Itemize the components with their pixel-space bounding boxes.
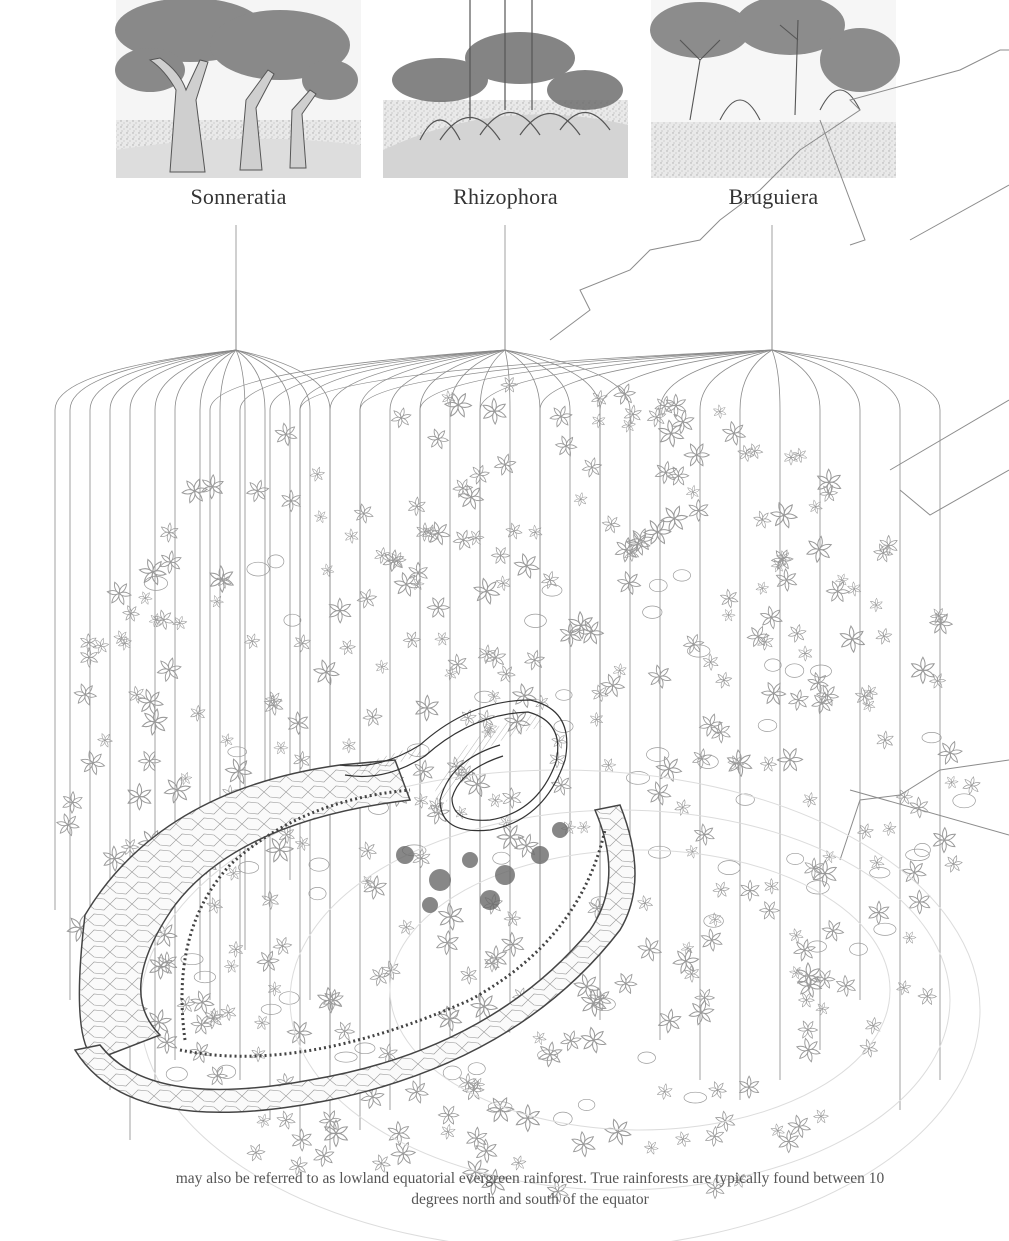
plant-symbol: [416, 523, 434, 542]
plant-symbol: [444, 651, 472, 679]
plant-symbol: [383, 1117, 415, 1149]
plant-symbol: [670, 409, 696, 436]
bruguiera-illustration: [650, 0, 900, 178]
lily-pad-symbol: [787, 853, 804, 864]
plant-symbol: [643, 777, 676, 810]
plant-symbol: [457, 964, 481, 988]
plant-symbol: [699, 651, 721, 673]
label-bruguiera: Bruguiera: [728, 184, 819, 209]
plant-symbol: [460, 767, 495, 802]
plant-symbol: [155, 655, 184, 684]
plant-symbol: [856, 821, 876, 841]
plant-symbol: [460, 1076, 488, 1104]
plant-symbol: [773, 743, 806, 777]
plant-symbol: [204, 1062, 231, 1089]
plant-symbol: [697, 711, 725, 740]
plant-symbol: [256, 1113, 272, 1129]
plant-symbol: [355, 586, 379, 610]
lily-pad-symbol: [643, 606, 662, 618]
plant-symbol: [76, 645, 102, 671]
lily-pad-symbol: [850, 943, 868, 955]
plant-symbol: [711, 879, 732, 900]
label-sonneratia: Sonneratia: [190, 184, 287, 209]
plant-symbol: [744, 622, 772, 650]
plant-symbol: [915, 984, 940, 1009]
plant-symbol: [70, 679, 101, 710]
plant-symbol: [435, 1101, 462, 1129]
plant-symbol: [502, 908, 523, 930]
plant-symbol: [532, 693, 552, 713]
plant-symbol: [95, 730, 115, 750]
plant-symbol: [552, 431, 581, 460]
plant-symbol: [433, 630, 451, 649]
plant-symbol: [812, 860, 837, 887]
connector-line: [360, 290, 505, 1130]
plant-symbol: [600, 1114, 636, 1150]
plant-symbol: [787, 688, 810, 712]
plant-symbol: [672, 1129, 693, 1150]
lily-pad-symbol: [647, 748, 669, 762]
plant-symbol: [251, 1047, 266, 1062]
connector-line: [236, 290, 330, 1060]
plant-symbol: [292, 833, 312, 853]
plant-symbol: [389, 406, 412, 430]
plant-symbol: [771, 565, 801, 595]
connector-line: [420, 290, 772, 900]
plant-symbol: [408, 562, 428, 583]
plant-symbol: [373, 546, 391, 564]
plant-symbol: [791, 937, 817, 964]
lily-pad-symbol: [335, 1052, 357, 1062]
canopy-structure: [340, 700, 567, 831]
lily-pad-symbol: [811, 665, 832, 677]
plant-symbol: [272, 739, 290, 758]
plant-symbol: [573, 491, 588, 507]
plant-symbol: [634, 893, 655, 914]
plant-symbol: [312, 508, 330, 526]
plant-symbol: [153, 949, 181, 977]
lily-pad-symbol: [649, 579, 667, 591]
sonneratia-illustration: [115, 0, 361, 178]
plant-symbol: [795, 644, 815, 664]
plant-symbol: [355, 838, 380, 863]
plant-symbol: [271, 934, 294, 958]
plant-symbol: [876, 730, 894, 749]
plant-symbol: [576, 1022, 611, 1057]
plant-symbol: [217, 1002, 239, 1024]
lily-pad-symbol: [922, 732, 941, 742]
connector-line: [200, 290, 236, 980]
plant-symbol: [611, 969, 641, 999]
plant-symbol: [388, 1138, 419, 1170]
plant-symbol: [312, 983, 347, 1017]
plant-symbol: [477, 394, 512, 429]
plant-symbol: [526, 523, 545, 542]
plant-symbol: [716, 586, 742, 611]
plant-symbol: [228, 941, 243, 957]
connector-line: [505, 290, 510, 1010]
plant-symbol: [651, 751, 686, 786]
lily-pad-symbol: [684, 1092, 707, 1103]
plant-symbol: [483, 1092, 518, 1127]
plant-symbol: [204, 562, 239, 597]
connector-line: [360, 290, 772, 850]
plant-symbol: [338, 637, 358, 657]
connector-line: [236, 290, 310, 1000]
plant-symbol: [814, 1001, 830, 1017]
plant-symbol: [159, 522, 179, 543]
plant-symbol: [411, 791, 431, 811]
plant-symbol: [190, 705, 206, 722]
plant-symbol: [469, 573, 505, 609]
plant-symbol: [484, 645, 507, 669]
plant-symbol: [805, 534, 834, 564]
connector-line: [772, 290, 900, 1110]
plant-symbol: [488, 543, 512, 568]
plant-symbol: [706, 1078, 730, 1102]
plant-symbol: [547, 771, 575, 799]
caption: [100, 1168, 960, 1210]
lily-pad-symbol: [284, 614, 301, 626]
plant-symbol: [509, 549, 544, 584]
plant-symbol: [806, 497, 825, 516]
lily-pad-symbol: [736, 794, 754, 806]
plant-symbol: [566, 1127, 600, 1161]
plant-symbol: [503, 520, 526, 543]
plant-symbol: [245, 1141, 268, 1164]
plant-symbol: [494, 662, 518, 686]
plant-symbol: [360, 705, 384, 730]
plant-symbol: [869, 598, 883, 612]
plant-symbol: [683, 843, 701, 861]
plant-symbol: [790, 446, 810, 466]
plant-symbol: [657, 1008, 683, 1035]
plant-symbol: [208, 593, 226, 611]
plant-symbol: [690, 820, 719, 849]
plant-symbol: [537, 1040, 564, 1068]
plant-symbol: [904, 886, 935, 917]
plant-symbol: [633, 933, 666, 966]
plant-symbol: [136, 589, 154, 607]
plant-symbol: [171, 614, 189, 632]
connector-line: [772, 290, 780, 1080]
lily-pad-symbol: [309, 887, 326, 899]
connector-line: [155, 290, 236, 1100]
plant-symbol: [761, 876, 782, 896]
label-rhizophora: Rhizophora: [453, 184, 558, 209]
plant-symbol: [687, 997, 717, 1028]
plant-symbol: [592, 414, 606, 429]
plant-symbol: [200, 474, 224, 499]
plant-symbol: [309, 655, 344, 690]
plant-symbol: [599, 512, 624, 537]
plant-symbol: [692, 985, 718, 1011]
plant-symbol: [244, 477, 271, 505]
plant-symbol: [175, 993, 197, 1015]
plant-symbol: [802, 791, 819, 809]
plant-symbol: [943, 774, 960, 791]
plant-symbol: [898, 856, 931, 889]
lily-pad-symbol: [194, 971, 215, 983]
plant-symbol: [407, 496, 426, 516]
plant-symbol: [834, 621, 870, 657]
plant-symbol: [706, 910, 724, 928]
plant-symbol: [680, 963, 702, 985]
plant-symbol: [508, 679, 541, 712]
plant-symbol: [324, 594, 357, 627]
plant-symbol: [179, 475, 211, 507]
rhizophora-illustration: [383, 0, 628, 178]
plant-symbol: [350, 500, 377, 527]
plant-symbol: [382, 548, 406, 573]
plant-symbol: [515, 1105, 540, 1131]
plant-symbol: [823, 576, 853, 607]
plant-symbol: [901, 929, 918, 946]
plant-symbol: [496, 928, 529, 960]
tree-cluster: [396, 822, 568, 913]
plant-symbol: [882, 821, 897, 837]
plant-symbol: [642, 1138, 661, 1157]
lily-pad-symbol: [468, 1063, 485, 1075]
plant-symbol: [283, 708, 313, 738]
plant-symbol: [62, 791, 83, 813]
plant-symbol: [750, 507, 774, 531]
lily-pad-symbol: [638, 1052, 656, 1063]
plant-symbol: [795, 1017, 821, 1043]
plant-symbol: [844, 579, 863, 598]
connector-line: [420, 290, 505, 1090]
plant-symbol: [720, 607, 737, 624]
connector-line: [330, 290, 505, 1150]
plant-symbol: [832, 972, 860, 1000]
plant-symbol: [486, 791, 506, 811]
lily-pad-symbol: [525, 614, 547, 627]
plant-symbol: [547, 403, 574, 431]
connector-line: [772, 290, 940, 1080]
plant-symbol: [755, 580, 770, 596]
plant-symbol: [220, 732, 235, 747]
plant-symbol: [433, 899, 469, 935]
plant-symbol: [281, 490, 301, 511]
plant-symbol: [710, 402, 728, 420]
plant-symbol: [818, 916, 848, 946]
lily-pad-symbol: [785, 664, 804, 678]
plant-symbol: [293, 633, 312, 653]
plant-symbol: [587, 710, 606, 728]
plant-symbol: [103, 577, 136, 610]
plant-symbol: [120, 602, 143, 625]
plant-symbol: [811, 465, 846, 500]
lily-pad-symbol: [261, 1004, 281, 1014]
plant-symbol: [161, 773, 193, 806]
plant-symbol: [575, 819, 592, 836]
plant-symbol: [76, 746, 109, 779]
plant-symbol: [744, 440, 766, 462]
plant-symbol: [685, 484, 700, 500]
plant-symbol: [492, 451, 518, 478]
lily-pad-symbol: [239, 862, 259, 874]
lily-pad-symbol: [765, 659, 782, 671]
plant-symbol: [684, 496, 713, 525]
plant-symbol: [133, 684, 168, 719]
plant-symbol: [680, 438, 713, 472]
plant-symbol: [681, 631, 706, 657]
plant-symbol: [612, 663, 627, 679]
connector-line: [220, 290, 236, 1020]
plant-symbol: [961, 775, 981, 796]
plant-symbol: [440, 1123, 457, 1140]
plant-symbol: [811, 1107, 830, 1127]
plant-symbol: [704, 1126, 725, 1147]
plant-symbol: [714, 670, 733, 690]
plant-symbol: [293, 751, 311, 770]
plant-symbol: [273, 1107, 299, 1133]
plant-symbol: [620, 417, 637, 434]
plant-symbol: [613, 567, 645, 600]
plant-symbol: [52, 809, 83, 840]
plant-symbol: [740, 880, 760, 901]
plant-symbol: [308, 465, 326, 483]
plant-symbol: [658, 502, 691, 536]
plant-symbol: [867, 853, 887, 873]
lily-pad-symbol: [166, 1067, 187, 1081]
connector-line: [175, 290, 236, 1060]
plant-symbol: [927, 670, 948, 691]
plant-symbol: [778, 1130, 799, 1152]
plant-symbol: [451, 527, 476, 553]
plant-symbol: [787, 964, 805, 982]
plant-symbol: [926, 608, 957, 639]
lily-pad-symbol: [673, 570, 690, 581]
plant-symbol: [424, 593, 453, 623]
plant-symbol: [834, 572, 850, 588]
plant-symbol: [468, 1075, 487, 1094]
lily-pad-symbol: [718, 861, 740, 875]
plant-symbol: [656, 1083, 673, 1101]
lily-pad-symbol: [870, 868, 890, 878]
plant-symbol: [911, 657, 936, 683]
plant-symbol: [287, 1125, 316, 1154]
lily-pad-symbol: [758, 720, 777, 732]
plant-symbol: [757, 677, 789, 710]
plant-symbol: [498, 784, 525, 811]
planting-plan: [52, 374, 981, 1206]
caption-line-2: degrees north and south of the equator: [411, 1191, 649, 1208]
connector-line: [240, 290, 505, 1080]
plant-symbol: [739, 1076, 760, 1098]
plant-symbol: [766, 497, 802, 534]
plant-symbol: [481, 953, 503, 975]
plant-symbol: [221, 753, 257, 789]
plant-symbol: [646, 406, 668, 428]
plant-symbol: [691, 747, 713, 770]
connector-line: [270, 290, 505, 1120]
lily-pad-symbol: [542, 585, 562, 597]
caption-line-1: may also be referred to as lowland equatorial evergreen rainforest. True rainforests are typically found between 10: [175, 1170, 885, 1187]
plant-symbol: [342, 526, 362, 545]
plant-symbol: [435, 930, 459, 955]
plant-symbol: [868, 901, 890, 924]
plant-symbol: [895, 979, 912, 997]
plant-symbol: [270, 419, 301, 450]
plant-symbol: [127, 784, 152, 810]
plant-symbol: [243, 631, 262, 651]
lily-pad-symbol: [309, 858, 329, 871]
plant-symbol: [758, 753, 779, 775]
plant-symbol: [734, 442, 757, 465]
plant-symbol: [135, 746, 164, 776]
plant-symbol: [864, 1016, 882, 1035]
plant-symbol: [935, 737, 965, 768]
plant-symbol: [894, 786, 915, 808]
plant-symbol: [342, 738, 356, 753]
plant-symbol: [530, 1029, 549, 1048]
plant-symbol: [440, 387, 476, 423]
lily-pad-symbol: [493, 852, 510, 864]
lily-pad-symbol: [874, 923, 896, 935]
plant-symbol: [415, 695, 440, 721]
plant-symbol: [943, 853, 965, 875]
connector-line: [700, 290, 772, 1080]
plant-symbol: [187, 1010, 215, 1038]
plant-symbol: [159, 550, 183, 575]
plant-symbol: [424, 425, 453, 454]
plant-symbol: [787, 622, 808, 644]
connector-line: [660, 290, 772, 1040]
plant-symbol: [254, 947, 282, 975]
lily-pad-symbol: [355, 1043, 375, 1054]
plant-symbol: [222, 957, 240, 976]
plant-symbol: [932, 827, 956, 853]
connector-line: [505, 290, 600, 940]
plant-symbol: [787, 926, 806, 945]
plant-symbol: [134, 554, 171, 591]
lily-pad-symbol: [247, 562, 269, 576]
plant-symbol: [597, 669, 629, 701]
plant-symbol: [396, 917, 417, 938]
lily-pad-symbol: [279, 992, 299, 1005]
plant-symbol: [401, 1076, 433, 1108]
plant-symbol: [874, 626, 893, 646]
lily-pad-symbol: [228, 747, 247, 757]
plant-symbol: [784, 1111, 816, 1143]
plant-symbol: [252, 1012, 272, 1032]
plant-symbol: [258, 888, 283, 912]
lily-pad-symbol: [953, 794, 976, 808]
plant-symbol: [373, 658, 391, 676]
plant-symbol: [454, 480, 488, 514]
plant-symbol: [523, 648, 547, 673]
lily-pad-symbol: [914, 843, 930, 856]
plant-symbol: [319, 561, 337, 579]
plant-symbol: [718, 417, 751, 450]
lily-pad-symbol: [578, 1099, 595, 1110]
plant-symbol: [368, 965, 391, 988]
plant-symbol: [312, 1144, 335, 1168]
plant-symbol: [324, 1120, 349, 1146]
plant-symbol: [697, 925, 727, 955]
plant-symbol: [756, 897, 782, 924]
